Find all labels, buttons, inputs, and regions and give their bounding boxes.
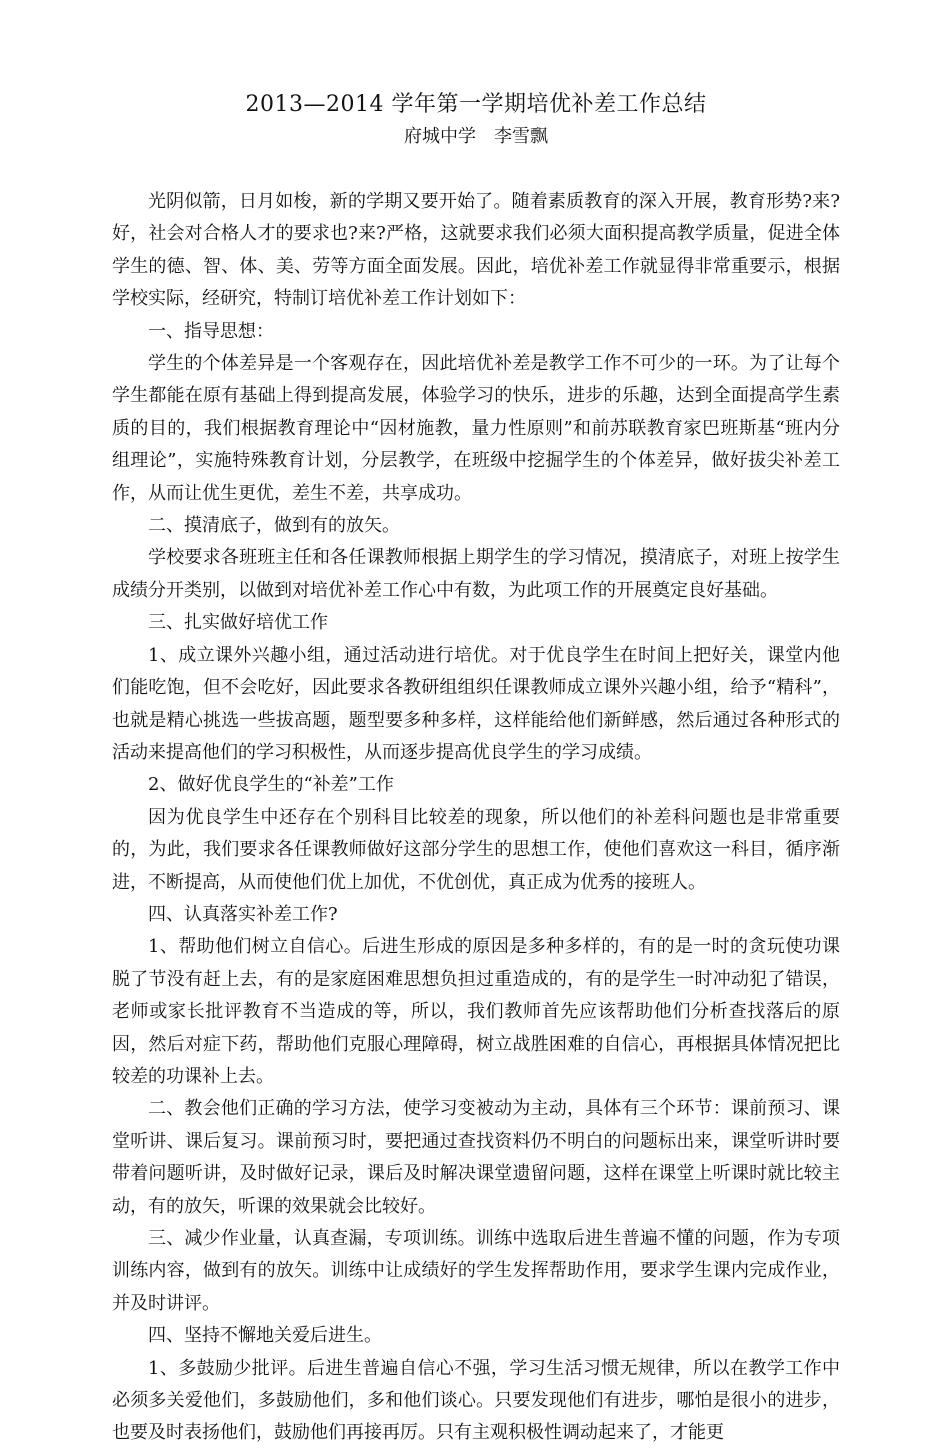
heading-care-students: 四、坚持不懈地关爱后进生。: [148, 1325, 382, 1347]
heading-remedial-work: 四、认真落实补差工作?: [148, 903, 338, 925]
paragraph-know-basics: 学校要求各班班主任和各任课教师根据上期学生的学习情况，摸清底子，对班上按学生成绩分开类别，以做到对培优补差工作心中有数，为此项工作的开展奠定良好基础。: [112, 547, 840, 601]
paragraph-intro: 光阴似箭，日月如梭，新的学期又要开始了。随着素质教育的深入开展，教育形势?来?好，社会对合格人才的要求也?来?严格，这就要求我们必须大面积提高教学质量，促进全体学生的德、智、体、美、劳等方面全面发展。因此，培优补差工作就显得非常重要示，根据学校实际，经研究，特制订培优补差工作计划如下：: [112, 191, 840, 310]
document-author: 府城中学 李雪飘: [404, 126, 548, 147]
paragraph-good-student-remedial: 因为优良学生中还存在个别科目比较差的现象，所以他们的补差科问题也是非常重要的，为此，我们要求各任课教师做好这部分学生的思想工作，使他们喜欢这一科目，循序渐进，不断提高，从而使他们优上加优，不优创优，真正成为优秀的接班人。: [112, 806, 840, 893]
heading-good-student-remedial: 2、做好优良学生的“补差”工作: [148, 774, 394, 796]
paragraph-encourage: 1、多鼓励少批评。后进生普遍自信心不强，学习生活习惯无规律，所以在教学工作中必须多关爱他们，多鼓励他们，多和他们谈心。只要发现他们有进步，哪怕是很小的进步，也要及时表扬他们，鼓励他们再接再厉。只有主观积极性调动起来了，才能更: [112, 1357, 840, 1444]
paragraph-build-confidence: 1、帮助他们树立自信心。后进生形成的原因是多种多样的，有的是一时的贪玩使功课脱了节没有赶上去，有的是家庭困难思想负担过重造成的，有的是学生一时冲动犯了错误，老师或家长批评教育不当造成的等，所以，我们教师首先应该帮助他们分析查找落后的原因，然后对症下药，帮助他们克服心理障碍，树立战胜困难的自信心，再根据具体情况把比较差的功课补上去。: [112, 936, 840, 1087]
heading-know-basics: 二、摸清底子，做到有的放矢。: [148, 515, 400, 537]
document-title: 2013—2014 学年第一学期培优补差工作总结: [245, 92, 707, 117]
heading-guiding-thought: 一、指导思想：: [148, 320, 274, 342]
heading-excellence-work: 三、扎实做好培优工作: [148, 612, 328, 634]
paragraph-interest-groups: 1、成立课外兴趣小组，通过活动进行培优。对于优良学生在时间上把好关，课堂内他们能吃饱，但不会吃好，因此要求各教研组组织任课教师成立课外兴趣小组，给予“精科”，也就是精心挑选一些拔高题，题型要多种多样，这样能给他们新鲜感，然后通过各种形式的活动来提高他们的学习积极性，从而逐步提高优良学生的学习成绩。: [112, 644, 840, 763]
paragraph-reduce-homework: 三、减少作业量，认真查漏，专项训练。训练中选取后进生普遍不懂的问题，作为专项训练内容，做到有的放矢。训练中让成绩好的学生发挥帮助作用，要求学生课内完成作业，并及时讲评。: [112, 1228, 840, 1314]
document-page: [112, 88, 840, 1450]
paragraph-study-methods: 二、教会他们正确的学习方法，使学习变被动为主动，具体有三个环节：课前预习、课堂听讲、课后复习。课前预习时，要把通过查找资料仍不明白的问题标出来，课堂听讲时要带着问题听讲，及时做好记录，课后及时解决课堂遗留问题，这样在课堂上听课时就比较主动，有的放矢，听课的效果就会比较好。: [112, 1098, 840, 1217]
paragraph-guiding-thought: 学生的个体差异是一个客观存在，因此培优补差是教学工作不可少的一环。为了让每个学生都能在原有基础上得到提高发展，体验学习的快乐，进步的乐趣，达到全面提高学生素质的目的，我们根据教育理论中“因材施教，量力性原则”和前苏联教育家巴班斯基“班内分组理论”，实施特殊教育计划，分层教学，在班级中挖掘学生的个体差异，做好拔尖补差工作，从而让优生更优，差生不差，共享成功。: [112, 353, 840, 504]
